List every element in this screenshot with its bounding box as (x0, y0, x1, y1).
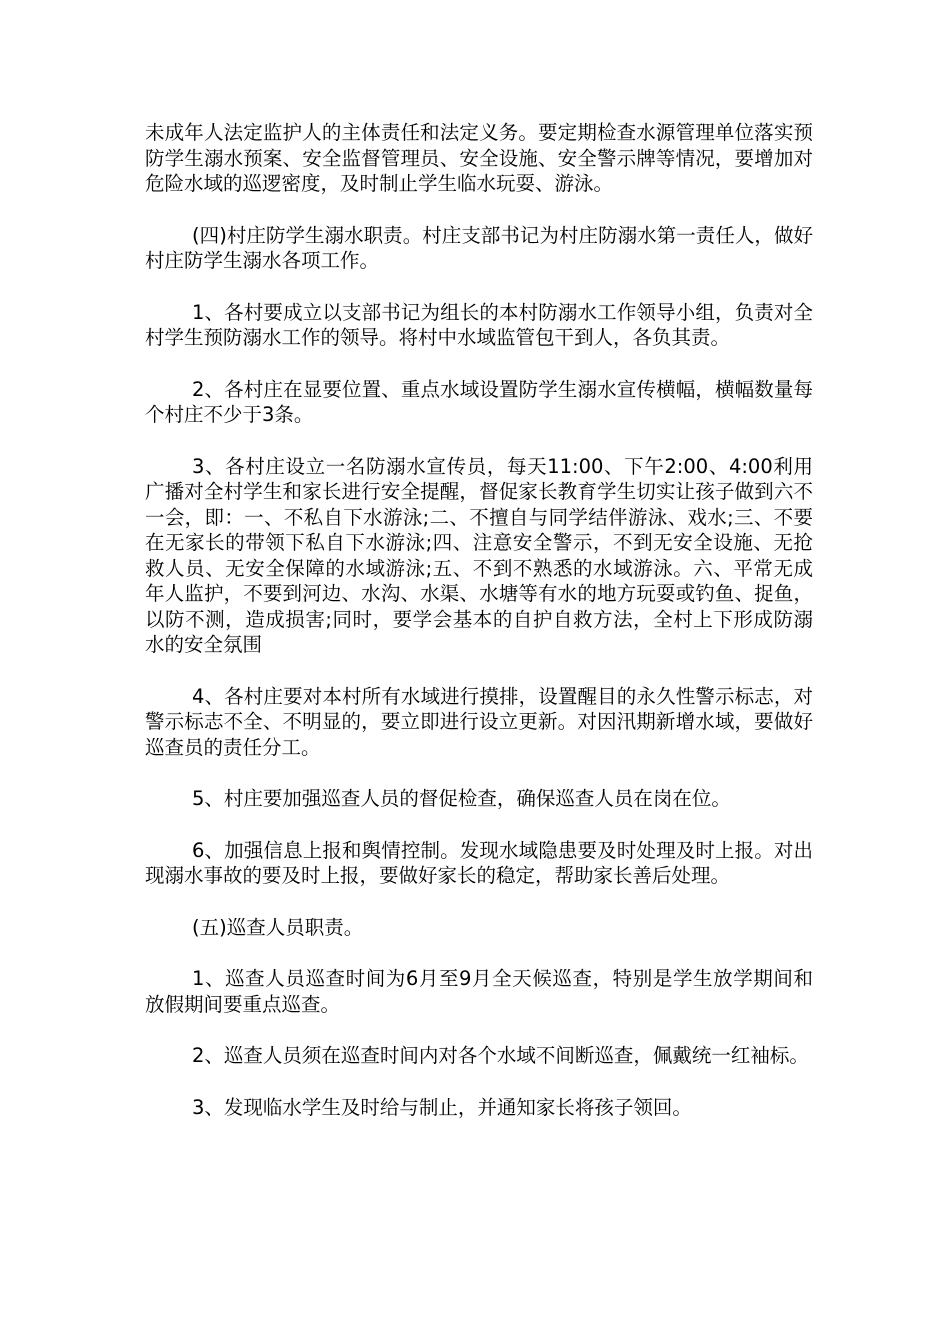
paragraph-9: (五)巡查人员职责。 (192, 915, 364, 939)
paragraph-11: 2、巡查人员须在巡查时间内对各个水域不间断巡查，佩戴统一红袖标。 (192, 1044, 809, 1067)
paragraph-4: 2、各村庄在显要位置、重点水域设置防学生溺水宣传横幅，横幅数量每个村庄不少于3条。 (145, 377, 813, 426)
paragraph-6: 4、各村庄要对本村所有水域进行摸排，设置醒目的永久性警示标志，对警示标志不全、不明显的，要立即进行设立更新。对因汛期新增水域，要做好巡查员的责任分工。 (145, 684, 813, 759)
paragraph-8: 6、加强信息上报和舆情控制。发现水域隐患要及时处理及时上报。对出现溺水事故的要及时上报，要做好家长的稳定，帮助家长善后处理。 (145, 838, 813, 887)
paragraph-12: 3、发现临水学生及时给与制止，并通知家长将孩子领回。 (192, 1095, 692, 1119)
paragraph-5: 3、各村庄设立一名防溺水宣传员，每天11:00、下午2:00、4:00利用广播对全村学生和家长进行安全提醒，督促家长教育学生切实让孩子做到六不一会，即：一、不私自下水游泳;二、不擅自与同学结伴游泳、戏水;三、不要在无家长的带领下私自下水游泳;四、注意安全警示，不到无安全设施、无抢救人员、无安全保障的水域游泳;五、不到不熟悉的水域游泳。六、平常无成年人监护，不要到河边、水沟、水渠、水塘等有水的地方玩耍或钓鱼、捉鱼，以防不测，造成损害;同时，要学会基本的自护自救方法，全村上下形成防溺水的安全氛围 (145, 454, 813, 656)
paragraph-2: (四)村庄防学生溺水职责。村庄支部书记为村庄防溺水第一责任人，做好村庄防学生溺水各项工作。 (145, 223, 813, 272)
paragraph-7: 5、村庄要加强巡查人员的督促检查，确保巡查人员在岗在位。 (192, 787, 731, 810)
paragraph-3: 1、各村要成立以支部书记为组长的本村防溺水工作领导小组，负责对全村学生预防溺水工作的领导。将村中水域监管包干到人，各负其责。 (145, 300, 813, 349)
paragraph-1: 未成年人法定监护人的主体责任和法定义务。要定期检查水源管理单位落实预防学生溺水预案、安全监督管理员、安全设施、安全警示牌等情况，要增加对危险水域的巡逻密度，及时制止学生临水玩耍、游泳。 (145, 121, 813, 195)
document-body (145, 120, 813, 1146)
paragraph-10: 1、巡查人员巡查时间为6月至9月全天候巡查，特别是学生放学期间和放假期间要重点巡查。 (145, 967, 813, 1016)
